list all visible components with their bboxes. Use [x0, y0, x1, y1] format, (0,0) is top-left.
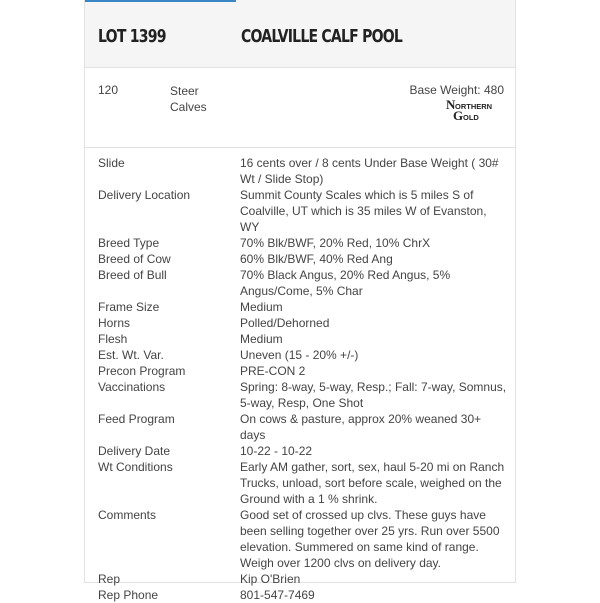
detail-value: Early AM gather, sort, sex, haul 5-20 mi on Ranch Trucks, unload, sort before scale, weighed on the Ground with a 1 % shrink. — [240, 460, 505, 506]
detail-row — [98, 571, 508, 587]
detail-row — [98, 315, 508, 331]
svg-text:G: G — [453, 108, 464, 122]
svg-text:OLD: OLD — [463, 113, 479, 122]
detail-row — [98, 187, 508, 235]
detail-row — [98, 331, 508, 347]
lot-summary — [85, 68, 515, 148]
card-header — [85, 0, 515, 68]
detail-value: 10-22 - 10-22 — [240, 444, 313, 458]
lot-title: COALVILLE CALF POOL — [241, 26, 403, 47]
animal-type — [170, 83, 220, 115]
detail-value: Polled/Dehorned — [240, 316, 330, 330]
detail-row — [98, 507, 508, 571]
svg-text:ORTHERN: ORTHERN — [455, 102, 493, 111]
detail-label: Comments — [98, 508, 157, 522]
detail-value: 16 cents over / 8 cents Under Base Weight ( 30# Wt / Slide Stop) — [240, 156, 499, 186]
detail-value: 801-547-7469 — [240, 588, 315, 602]
detail-value: Medium — [240, 332, 283, 346]
detail-row — [98, 299, 508, 315]
detail-label: Vaccinations — [98, 380, 166, 394]
detail-label: Frame Size — [98, 300, 160, 314]
detail-value: 70% Blk/BWF, 20% Red, 10% ChrX — [240, 236, 431, 250]
detail-row — [98, 363, 508, 379]
detail-label: Breed Type — [98, 236, 160, 250]
detail-value: 70% Black Angus, 20% Red Angus, 5% Angus/Come, 5% Char — [240, 268, 451, 298]
detail-label: Slide — [98, 156, 125, 170]
detail-value: Kip O'Brien — [240, 572, 301, 586]
lot-card — [84, 0, 516, 602]
detail-value: On cows & pasture, approx 20% weaned 30+ days — [240, 412, 482, 442]
detail-label: Delivery Location — [98, 188, 191, 202]
detail-row — [98, 379, 508, 411]
animal-type-line1: Steer — [170, 84, 199, 98]
detail-label: Wt Conditions — [98, 460, 173, 474]
detail-row — [98, 155, 508, 187]
detail-value: Spring: 8-way, 5-way, Resp.; Fall: 7-way, Somnus, 5-way, Resp, One Shot — [240, 380, 507, 410]
detail-label: Flesh — [98, 332, 128, 346]
detail-label: Delivery Date — [98, 444, 171, 458]
detail-label: Breed of Bull — [98, 268, 167, 282]
detail-label: Feed Program — [98, 412, 175, 426]
detail-label: Est. Wt. Var. — [98, 348, 164, 362]
detail-row — [98, 459, 508, 507]
detail-row — [98, 411, 508, 443]
detail-row — [98, 267, 508, 299]
lot-number: LOT 1399 — [98, 26, 166, 47]
svg-text:N: N — [446, 100, 456, 112]
head-count: 120 — [98, 83, 119, 97]
detail-label: Breed of Cow — [98, 252, 171, 266]
detail-value: Summit County Scales which is 5 miles S of Coalville, UT which is 35 miles W of Evanston, WY — [240, 188, 487, 234]
detail-label: Rep — [98, 572, 121, 586]
detail-row — [98, 235, 508, 251]
detail-value: Medium — [240, 300, 283, 314]
northern-gold-logo — [441, 100, 503, 122]
detail-row — [98, 587, 508, 603]
detail-label: Rep Phone — [98, 588, 159, 602]
detail-value: 60% Blk/BWF, 40% Red Ang — [240, 252, 393, 266]
detail-label: Horns — [98, 316, 131, 330]
detail-value: Uneven (15 - 20% +/-) — [240, 348, 359, 362]
base-weight: Base Weight: 480 — [409, 83, 504, 97]
lot-details — [98, 155, 508, 603]
detail-row — [98, 443, 508, 459]
detail-label: Precon Program — [98, 364, 186, 378]
active-tab-accent — [85, 0, 236, 2]
detail-row — [98, 251, 508, 267]
animal-type-line2: Calves — [170, 100, 207, 114]
detail-value: Good set of crossed up clvs. These guys have been selling together over 25 yrs. Run over 5500 elevation. Summered on same kind of range. Weigh over 1200 clvs on delivery day. — [240, 508, 500, 570]
detail-value: PRE-CON 2 — [240, 364, 306, 378]
detail-row — [98, 347, 508, 363]
